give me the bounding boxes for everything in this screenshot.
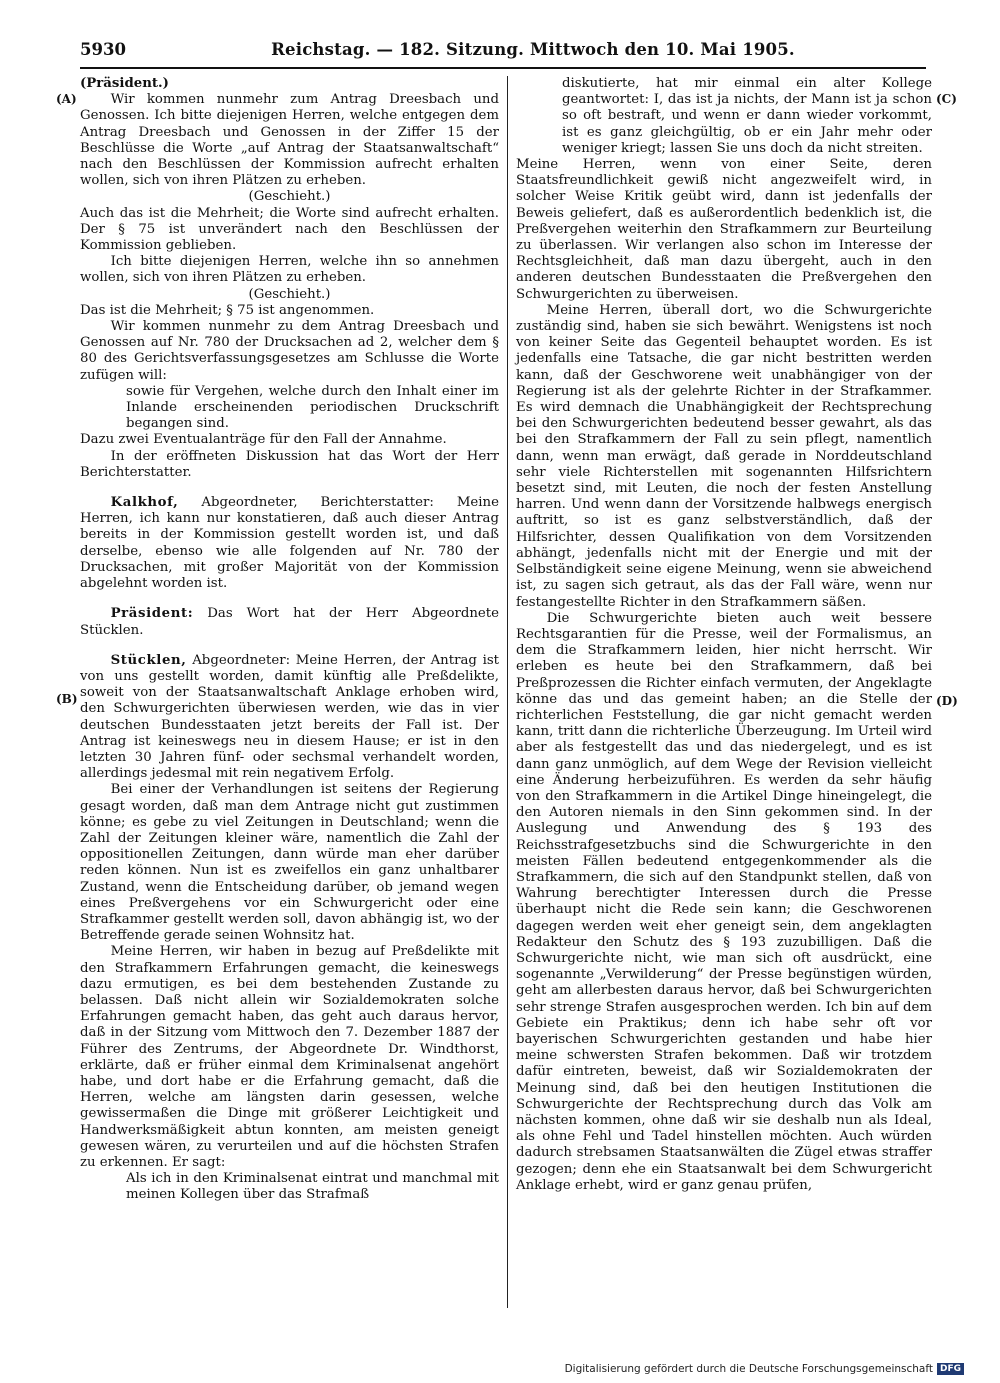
quoted-text: sowie für Vergehen, welche durch den Inhalt einer im Inlande erscheinenden periodischen Druckschrift begangen sind. — [126, 383, 499, 432]
right-column — [516, 76, 932, 1194]
speaker-context: (Präsident.) — [80, 76, 169, 91]
page-header — [80, 40, 926, 64]
speech-text: Abgeordneter: Meine Herren, der Antrag ist von uns gestellt worden, damit künftig alle Preßdelikte, soweit von der Staatsanwaltschaft Anklage erhoben wird, den Schwurgerichten überwiesen werden, wie das in vier deutschen Bundesstaaten jetzt bereits der Fall ist. Der Antrag ist keineswegs neu in diesem Hause; er ist in den letzten 30 Jahren fünf- oder sechsmal verhandelt worden, allerdings jedesmal mit rein negativem Erfolg. — [80, 652, 499, 782]
stage-direction: (Geschieht.) — [248, 286, 331, 302]
margin-mark-a: (A) — [56, 92, 77, 106]
page-number: 5930 — [80, 40, 126, 59]
left-column — [80, 76, 499, 1204]
paragraph: Wir kommen nunmehr zu dem Antrag Dreesbach und Genossen auf Nr. 780 der Drucksachen ad 2, welcher dem § 80 des Gerichtsverfassungsgesetzes am Schlusse die Worte zufügen will: — [80, 319, 499, 383]
speech-stuecklen — [80, 653, 499, 783]
quoted-text: Als ich in den Kriminalsenat eintrat und manchmal mit meinen Kollegen über das Strafmaß — [126, 1171, 499, 1203]
margin-mark-c: (C) — [936, 92, 957, 106]
speaker-name: Präsident: — [110, 606, 194, 622]
speech-kalkhof — [80, 495, 499, 592]
paragraph: In der eröffneten Diskussion hat das Wort der Herr Berichterstatter. — [80, 448, 499, 480]
stage-direction: (Geschieht.) — [248, 189, 331, 205]
speaker-name: Kalkhof, — [110, 495, 179, 511]
quoted-text: diskutierte, hat mir einmal ein alter Kollege geantwortet: I, das ist ja nichts, der Mann ist ja schon so oft bestraft, und wenn er dann wieder vorkommt, ist es ganz gleichgültig, ob er ein Jahr mehr oder weniger kriegt; lassen Sie uns doch da nicht streiten. — [562, 76, 932, 156]
dfg-logo: DFG — [937, 1363, 964, 1375]
paragraph: Die Schwurgerichte bieten auch weit bessere Rechtsgarantien für die Presse, weil der Formalismus, an dem die Strafkammern leiden, hier nicht herrscht. Wir erleben es heute bei den Strafkammern, daß bei Preßprozessen die Richter einfach vermuten, der Angeklagte könne das und das gemeint haben; an die Stelle der richterlichen Feststellung, die gar nicht gemacht werden kann, tritt dann die richterliche Überzeugung. Im Urteil wird aber als festgestellt das und das niedergelegt, und es ist dann ganz unmöglich, auf dem Wege der Revision vielleicht eine Änderung herbeizuführen. Es werden da sehr häufig von den Strafkammern in die Artikel Dinge hineingelegt, die den Autoren niemals in den Sinn gekommen sind. In der Auslegung und Anwendung des § 193 des Reichsstrafgesetzbuchs sind die Schwurgerichte in den meisten Fällen bedeutend entgegenkommender als die Strafkammern, die sich auf den Standpunkt stellen, daß von Wahrung berechtigter Interessen durch die Presse überhaupt nicht die Rede sein kann; die Geschworenen dagegen werden weit eher geneigt sein, dem angeklagten Redakteur den Schutz des § 193 zuzubilligen. Daß die Schwurgerichte nicht, wie man sich oft ausdrückt, eine sogenannte „Verwilderung“ der Presse begünstigen würden, geht am allerbesten daraus hervor, daß bei Schwurgerichten sehr strenge Strafen ausgesprochen werden. Ich bin auf dem Gebiete ein Praktikus; denn ich habe sehr oft vor bayerischen Schwurgerichten gestanden und habe hier meine schwersten Strafen bekommen. Daß wir trotzdem dafür eintreten, beweist, daß wir Sozialdemokraten der Meinung sind, daß bei den heutigen Institutionen die Schwurgerichte der Rechtsprechung durch das Volk am nächsten kommen, ohne daß wir sie deshalb nun als Ideal, als ohne Fehl und Tadel hinstellen möchten. Auch würden dadurch strebsamen Staatsanwälten die Zügel etwas straffer gezogen; denn ehe ein Staatsanwalt bei dem Schwurgericht Anklage erhebt, wird er ganz genau prüfen, — [516, 610, 932, 1193]
speech-praesident — [80, 606, 499, 638]
speaker-name: Stücklen, — [110, 652, 187, 668]
footer — [565, 1363, 964, 1375]
paragraph: Meine Herren, wir haben in bezug auf Preßdelikte mit den Strafkammern Erfahrungen gemacht, die keineswegs dazu ermutigen, es bei dem bestehenden Zustande zu belassen. Daß nicht allein wir Sozialdemokraten solche Erfahrungen gemacht haben, das geht auch daraus hervor, daß in der Sitzung vom Mittwoch den 7. Dezember 1887 der Führer des Zentrums, der Abgeordnete Dr. Windthorst, erklärte, daß er früher einmal dem Kriminalsenat angehört habe, und dort habe er die Erfahrung gemacht, daß die Herren, welche am längsten darin gesessen, welche gewissermaßen die Dinge mit größerer Leichtigkeit und Handwerksmäßigkeit abtun konnten, am meisten geneigt gewesen wären, zu verurteilen und auf die höchsten Strafen zu erkennen. Er sagt: — [80, 944, 499, 1170]
speech-text: Abgeordneter, Berichterstatter: Meine Herren, ich kann nur konstatieren, daß auch dieser Antrag bereits in der Kommission gestellt worden ist, und daß derselbe, ebenso wie alle folgenden auf Nr. 780 der Drucksachen, mit großer Majorität von der Kommission abgelehnt worden ist. — [80, 495, 499, 592]
paragraph: Auch das ist die Mehrheit; die Worte sind aufrecht erhalten. Der § 75 ist unverändert nach den Beschlüssen der Kommission geblieben. — [80, 205, 499, 254]
paragraph: Ich bitte diejenigen Herren, welche ihn so annehmen wollen, sich von ihren Plätzen zu erheben. — [80, 254, 499, 286]
footer-credit: Digitalisierung gefördert durch die Deutsche Forschungsgemeinschaft — [564, 1363, 933, 1375]
paragraph: Bei einer der Verhandlungen ist seitens der Regierung gesagt worden, daß man dem Antrage nicht gut zustimmen könne; es gebe zu viel Zeitungen in Deutschland; wenn die Zahl der Zeitungen kleiner wäre, namentlich die Zahl der oppositionellen Zeitungen, dann würde man eher darüber reden können. Nun ist es zweifellos ein ganz unhaltbarer Zustand, wenn die Entscheidung darüber, ob jemand wegen eines Preßvergehens vor ein Schwurgericht oder eine Strafkammer gestellt werden soll, davon abhängig ist, wo der Betreffende gerade seinen Wohnsitz hat. — [80, 782, 499, 944]
margin-mark-b: (B) — [56, 692, 78, 706]
paragraph: Wir kommen nunmehr zum Antrag Dreesbach und Genossen. Ich bitte diejenigen Herren, welche entgegen dem Antrag Dreesbach und Genossen in der Ziffer 15 der Beschlüsse die Worte „auf Antrag der Staatsanwaltschaft“ nach den Beschlüssen der Kommission aufrecht erhalten wollen, sich von ihren Plätzen zu erheben. — [80, 92, 499, 189]
paragraph: Meine Herren, wenn von einer Seite, deren Staatsfreundlichkeit gewiß nicht angezweifelt wird, in solcher Weise Kritik geübt wird, dann ist jedenfalls der Beweis geliefert, daß es außerordentlich bedenklich ist, die Preßvergehen weiterhin den Strafkammern zur Beurteilung zu überlassen. Wir verlangen also schon im Interesse der Rechtsgleichheit, daß man dazu übergeht, auch in den anderen deutschen Bundesstaaten die Preßvergehen den Schwurgerichten zu überweisen. — [516, 157, 932, 302]
paragraph: Dazu zwei Eventualanträge für den Fall der Annahme. — [80, 432, 447, 448]
column-divider — [507, 76, 508, 1308]
running-title: Reichstag. — 182. Sitzung. Mittwoch den 10. Mai 1905. — [271, 40, 795, 59]
paragraph: Meine Herren, überall dort, wo die Schwurgerichte zuständig sind, haben sie sich bewährt. Wenigstens ist noch von keiner Seite das Gegenteil behauptet worden. Es ist jedenfalls eine Tatsache, die gar nicht bestritten werden kann, daß der Geschworene weit unabhängiger von der Regierung ist als der gelehrte Richter in der Strafkammer. Es wird demnach die Unabhängigkeit der Rechtsprechung bei den Schwurgerichten bedeutend besser gewahrt, als das bei den Strafkammern der Fall zu sein pflegt, namentlich dann, wenn man erwägt, daß gerade in Norddeutschland sehr viele Richterstellen mit sogenannten Hilfsrichtern besetzt sind, mit Leuten, die noch der festen Anstellung harren. Und wenn dann der Vorsitzende halbwegs energisch auftritt, so ist es ganz selbstverständlich, daß der Hilfsrichter, dessen Qualifikation von dem Vorsitzenden abhängt, jedenfalls nicht mit der Energie und mit der Selbständigkeit seine eigene Meinung, wenn sie abweichend ist, zu sagen sich getraut, als das der Fall wäre, wenn nur festangestellte Richter in den Strafkammern säßen. — [516, 302, 932, 610]
speech-text: Das Wort hat der Herr Abgeordnete Stücklen. — [80, 606, 499, 638]
paragraph: Das ist die Mehrheit; § 75 ist angenommen. — [80, 302, 375, 318]
margin-mark-d: (D) — [936, 694, 958, 708]
header-rule — [80, 67, 926, 69]
